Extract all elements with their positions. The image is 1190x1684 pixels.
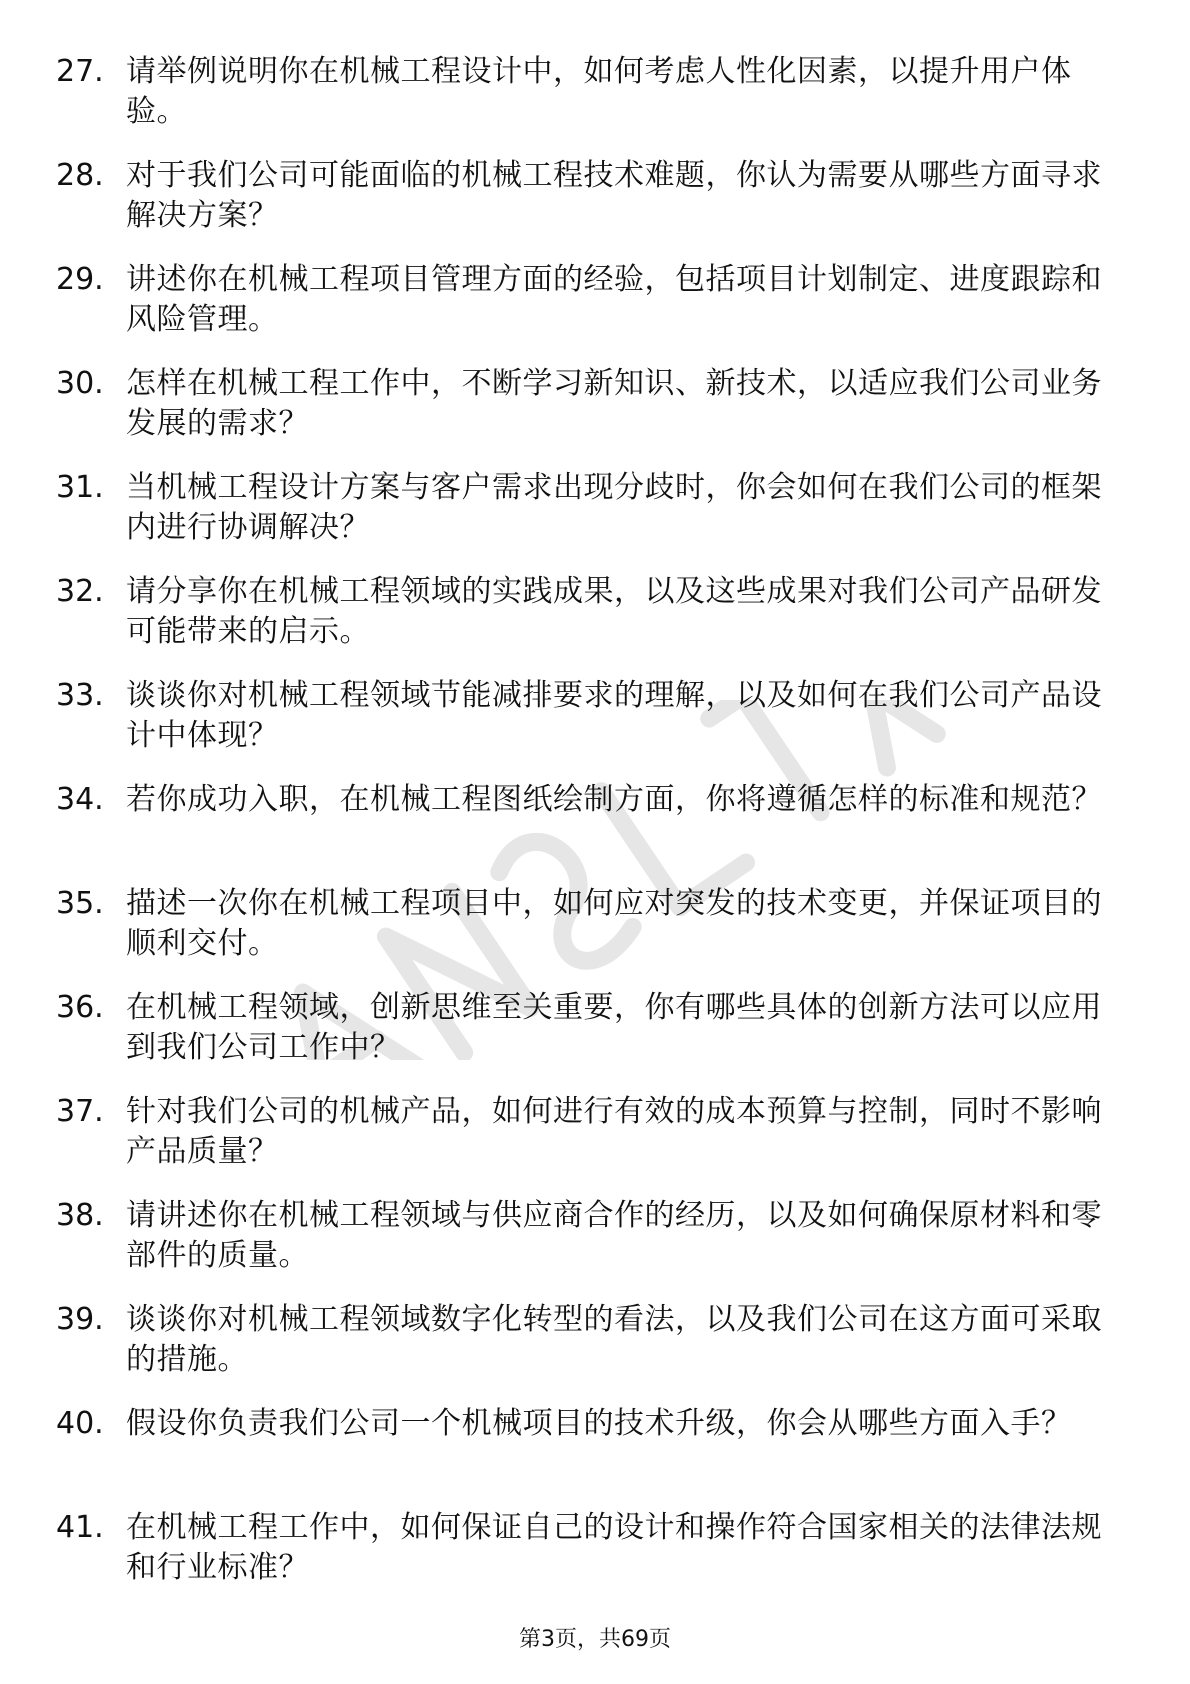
question-text: 描述一次你在机械工程项目中，如何应对突发的技术变更，并保证项目的顺利交付。 xyxy=(126,886,1102,961)
question-number: 34. xyxy=(56,782,104,817)
question-item xyxy=(56,1300,1136,1404)
question-text: 讲述你在机械工程项目管理方面的经验，包括项目计划制定、进度跟踪和风险管理。 xyxy=(126,262,1102,337)
question-item xyxy=(56,260,1136,364)
question-number: 27. xyxy=(56,54,104,89)
question-number: 36. xyxy=(56,990,104,1025)
question-text: 请分享你在机械工程领域的实践成果，以及这些成果对我们公司产品研发可能带来的启示。 xyxy=(126,574,1102,649)
page-footer: 第3页，共69页 xyxy=(519,1627,671,1652)
question-item xyxy=(56,780,1136,884)
question-text: 请讲述你在机械工程领域与供应商合作的经历，以及如何确保原材料和零部件的质量。 xyxy=(126,1198,1102,1273)
question-text: 假设你负责我们公司一个机械项目的技术升级，你会从哪些方面入手？ xyxy=(126,1406,1072,1441)
question-number: 30. xyxy=(56,366,104,401)
question-text: 在机械工程领域，创新思维至关重要，你有哪些具体的创新方法可以应用到我们公司工作中？ xyxy=(126,990,1102,1065)
question-text: 请举例说明你在机械工程设计中，如何考虑人性化因素，以提升用户体验。 xyxy=(126,54,1072,129)
question-text: 谈谈你对机械工程领域节能减排要求的理解，以及如何在我们公司产品设计中体现？ xyxy=(126,678,1102,753)
question-item xyxy=(56,364,1136,468)
question-number: 39. xyxy=(56,1302,104,1337)
question-number: 41. xyxy=(56,1510,104,1545)
question-text: 谈谈你对机械工程领域数字化转型的看法，以及我们公司在这方面可采取的措施。 xyxy=(126,1302,1102,1377)
question-item xyxy=(56,572,1136,676)
question-item xyxy=(56,1196,1136,1300)
question-item xyxy=(56,1508,1136,1612)
question-list xyxy=(56,52,1136,1612)
question-text: 当机械工程设计方案与客户需求出现分歧时，你会如何在我们公司的框架内进行协调解决？ xyxy=(126,470,1102,545)
question-text: 对于我们公司可能面临的机械工程技术难题，你认为需要从哪些方面寻求解决方案？ xyxy=(126,158,1102,233)
question-item xyxy=(56,884,1136,988)
question-item xyxy=(56,1092,1136,1196)
question-text: 在机械工程工作中，如何保证自己的设计和操作符合国家相关的法律法规和行业标准？ xyxy=(126,1510,1102,1585)
question-number: 37. xyxy=(56,1094,104,1129)
question-item xyxy=(56,156,1136,260)
question-number: 40. xyxy=(56,1406,104,1441)
question-number: 28. xyxy=(56,158,104,193)
question-text: 针对我们公司的机械产品，如何进行有效的成本预算与控制，同时不影响产品质量？ xyxy=(126,1094,1102,1169)
question-text: 怎样在机械工程工作中，不断学习新知识、新技术，以适应我们公司业务发展的需求？ xyxy=(126,366,1102,441)
question-text: 若你成功入职，在机械工程图纸绘制方面，你将遵循怎样的标准和规范？ xyxy=(126,782,1102,817)
question-number: 33. xyxy=(56,678,104,713)
question-number: 32. xyxy=(56,574,104,609)
question-number: 31. xyxy=(56,470,104,505)
question-item xyxy=(56,988,1136,1092)
question-number: 29. xyxy=(56,262,104,297)
question-item xyxy=(56,1404,1136,1508)
question-item xyxy=(56,676,1136,780)
question-number: 38. xyxy=(56,1198,104,1233)
question-number: 35. xyxy=(56,886,104,921)
question-item xyxy=(56,52,1136,156)
question-item xyxy=(56,468,1136,572)
